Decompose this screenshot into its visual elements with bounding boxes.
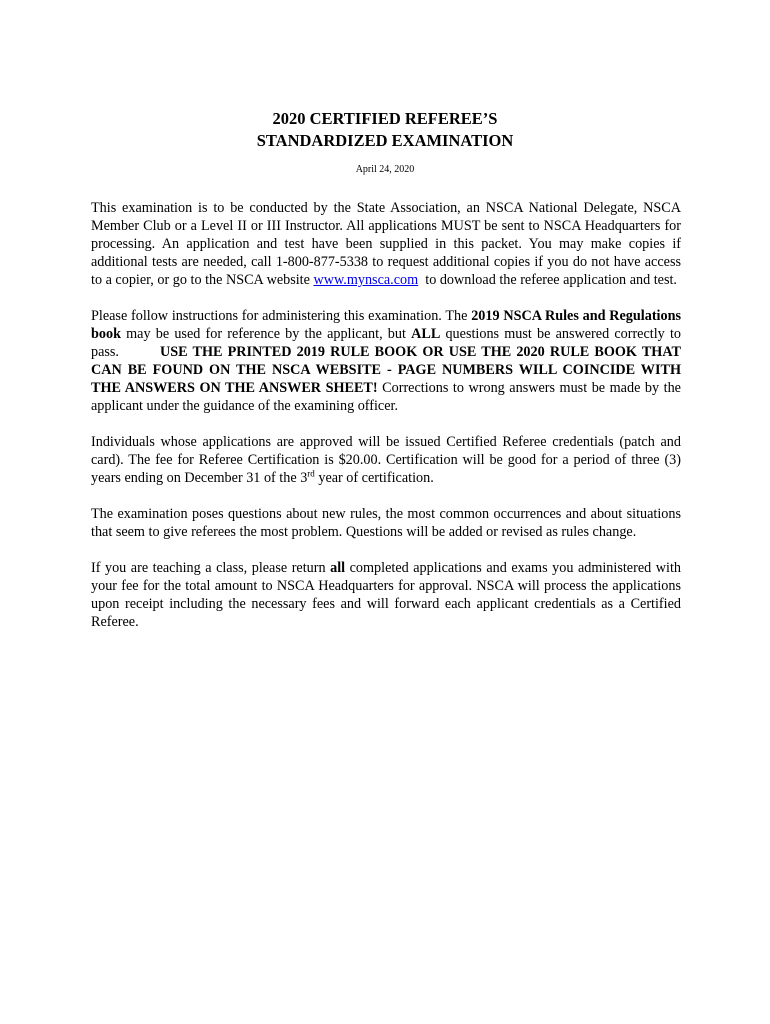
p3-text-2: year of certification.: [314, 470, 434, 486]
paragraph-instructions: [91, 307, 685, 415]
p5-text-1: If you are teaching a class, please return: [91, 560, 331, 576]
all-applications-emphasis: all: [330, 560, 346, 576]
paragraph-credentials: [91, 433, 681, 487]
rulebook-title: 2019 NSCA Rules and Regulations book: [91, 308, 681, 342]
document-title: [0, 108, 770, 152]
all-emphasis: ALL: [411, 326, 441, 342]
p1-text-after-link: to download the referee application and test.: [418, 272, 677, 288]
website-link[interactable]: www.mynsca.com: [313, 272, 419, 288]
paragraph-administration: [91, 199, 681, 289]
p2-text-2: may be used for reference by the applicant, but: [120, 326, 412, 342]
paragraph-questions: The examination poses questions about new rules, the most common occurrences and about situations that seem to give referees the most problem. Questions will be added or revised as rules change.: [91, 506, 681, 540]
document-date: April 24, 2020: [355, 164, 415, 175]
p2-text-4: Corrections to wrong answers must be made by the applicant under the guidance of the examining officer.: [91, 380, 681, 414]
p5-text-2: completed applications and exams you administered with your fee for the total amount to NSCA Headquarters for approval. NSCA will process the applications upon receipt including the necessary fees and will forward each applicant credentials as a Certified Referee.: [91, 560, 681, 630]
paragraph-class: [91, 559, 681, 631]
p1-text-before-link: This examination is to be conducted by the State Association, an NSCA National Delegate, NSCA Member Club or a Level II or III Instructor. All applications MUST be sent to NSCA Headquarters for processing. An application and test have been supplied in this packet. You may make copies if additional tests are needed, call 1-800-877-5338 to request additional copies if you do not have access to a copier, or go to the NSCA website: [91, 200, 681, 288]
rulebook-notice: USE THE PRINTED 2019 RULE BOOK OR USE THE 2020 RULE BOOK THAT CAN BE FOUND ON THE NSCA WEBSITE - PAGE NUMBERS WILL COINCIDE WITH THE ANSWERS ON THE ANSWER SHEET!: [91, 344, 681, 396]
p2-text-3: questions must be answered correctly to pass.: [91, 326, 685, 360]
document-body: [91, 199, 685, 649]
ordinal-suffix: rd: [307, 468, 315, 479]
p2-text-1: Please follow instructions for administering this examination. The: [91, 308, 472, 324]
title-line-1: 2020 CERTIFIED REFEREE’S: [272, 109, 498, 128]
p3-text-1: Individuals whose applications are approved will be issued Certified Referee credentials (patch and card). The fee for Referee Certification is $20.00. Certification will be good for a period of three (3) years ending on December 31 of the 3: [91, 434, 681, 486]
title-line-2: STANDARDIZED EXAMINATION: [256, 131, 514, 150]
